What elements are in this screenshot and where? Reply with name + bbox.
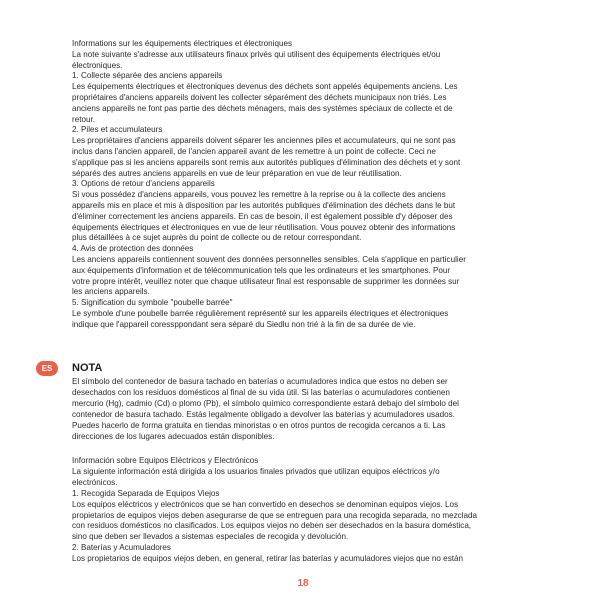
spanish-line: electrónicos. bbox=[72, 477, 118, 487]
french-line: électroniques. bbox=[72, 60, 123, 70]
spanish-line: Los propietarios de equipos viejos deben, en general, retirar las baterías y acumuladores viejos que no están bbox=[72, 554, 463, 564]
french-line: retour. bbox=[72, 114, 95, 124]
french-line: séparés des autres anciens appareils en vue de leur préparation en vue de leur réutilisation. bbox=[72, 168, 402, 178]
french-line: Les propriétaires d'anciens appareils doivent séparer les anciennes piles et accumulateurs, qui ne sont pas bbox=[72, 136, 456, 146]
spanish-line: direcciones de los lugares adecuados están disponibles. bbox=[72, 431, 275, 441]
language-badge-es: ES bbox=[36, 361, 58, 376]
spanish-line: Los equipos eléctricos y electrónicos que se han convertido en desechos se denominan equipos viejos. Los bbox=[72, 499, 459, 509]
french-line: les anciens appareils. bbox=[72, 287, 150, 297]
french-weee-section bbox=[72, 39, 558, 331]
french-line: aux équipements d'information et de télécommunication tels que les ordinateurs et les smartphones. Pour bbox=[72, 265, 451, 275]
spanish-line: Información sobre Equipos Eléctricos y Electrónicos bbox=[72, 456, 259, 465]
spanish-line: 2. Baterías y Acumuladores bbox=[72, 543, 171, 553]
french-line: 5. Signification du symbole "poubelle barrée" bbox=[72, 298, 233, 308]
french-line: Les équipements électriques et électroniques devenus des déchets sont appelés équipements anciens. Les bbox=[72, 82, 458, 92]
french-line: s'applique pas si les anciens appareils sont remis aux autorités publiques d'élimination des déchets et y sont bbox=[72, 157, 461, 167]
french-line: 4. Avis de protection des données bbox=[72, 244, 194, 254]
nota-heading: NOTA bbox=[72, 362, 103, 374]
french-line: propriétaires d'anciens appareils doivent les collecter séparément des déchets municipaux non triés. Les bbox=[72, 92, 447, 102]
french-line: appareils mis en place et mis à disposition par les autorités publiques d'élimination des déchets dans le but bbox=[72, 200, 456, 210]
french-line: Informations sur les équipements électriques et électroniques bbox=[72, 39, 292, 48]
french-line: anciens appareils ne font pas partie des déchets ménagers, mais des systèmes spéciaux de collecte et de bbox=[72, 103, 453, 113]
french-line: Le symbole d'une poubelle barrée régulièrement représenté sur les appareils électriques et électroniques bbox=[72, 308, 449, 318]
french-line: La note suivante s'adresse aux utilisateurs finaux privés qui utilisent des équipements électriques et/ou bbox=[72, 49, 441, 59]
spanish-line: sino que deben ser llevados a sistemas especiales de recogida y devolución. bbox=[72, 532, 349, 542]
french-line: inclus dans l'ancien appareil, de l'ancien appareil avant de les remettre à un point de collecte. Ceci ne bbox=[72, 146, 436, 156]
french-line: indique que l'appareil coressppondant sera séparé du Siedlu non trié à la fin de sa durée de vie. bbox=[72, 319, 416, 329]
spanish-battery-note bbox=[72, 377, 566, 442]
french-line: Si vous possédez d'anciens appareils, vous pouvez les remettre à la reprise ou à la collecte des anciens bbox=[72, 190, 446, 200]
french-line: 2. Piles et accumulateurs bbox=[72, 125, 163, 135]
french-line: plus détaillées à ce sujet auprès du point de collecte ou de retour correspondant. bbox=[72, 233, 362, 243]
spanish-weee-section bbox=[72, 456, 566, 565]
french-line: Les anciens appareils contiennent souvent des données personnelles sensibles. Cela s'applique en particulier bbox=[72, 254, 466, 264]
spanish-line: La siguiente información está dirigida a los usuarios finales privados que utilizan equipos eléctricos y/o bbox=[72, 466, 440, 476]
french-line: votre propre intérêt, veuillez noter que chaque utilisateur final est responsable de supprimer les données sur bbox=[72, 276, 460, 286]
spanish-line: 1. Recogida Separada de Equipos Viejos bbox=[72, 488, 220, 498]
spanish-line: Puedes hacerlo de forma gratuita en tiendas minoristas o en otros puntos de recogida cercanos a ti. Las bbox=[72, 420, 446, 430]
page-number: 18 bbox=[297, 578, 309, 589]
spanish-line: con residuos domésticos no clasificados. Los equipos viejos no deben ser desechados en la basura doméstica, bbox=[72, 521, 472, 531]
spanish-line: propietarios de equipos viejos deben asegurarse de que se entreguen para una recogida separada, no mezclada bbox=[72, 510, 477, 520]
spanish-line: mercurio (Hg), cadmio (Cd) o plomo (Pb), el símbolo químico correspondiente estará debajo del símbolo del bbox=[72, 398, 459, 408]
french-line: 1. Collecte séparée des anciens appareils bbox=[72, 71, 223, 81]
spanish-line: El símbolo del contenedor de basura tachado en baterías o acumuladores indica que estos no deben ser bbox=[72, 377, 448, 386]
french-line: équipements électriques et électroniques en vue de leur réutilisation. Vous pouvez obtenir des informations bbox=[72, 222, 456, 232]
spanish-line: contenedor de basura tachado. Estás legalmente obligado a devolver las baterías y acumuladores usados. bbox=[72, 409, 455, 419]
french-line: 3. Options de retour d'anciens appareils bbox=[72, 179, 215, 189]
spanish-line: desechados con los residuos domésticos al final de su vida útil. Si las baterías o acumuladores contienen bbox=[72, 387, 450, 397]
french-line: d'éliminer correctement les anciens appareils. En cas de besoin, il est également possible d'y déposer des bbox=[72, 211, 453, 221]
